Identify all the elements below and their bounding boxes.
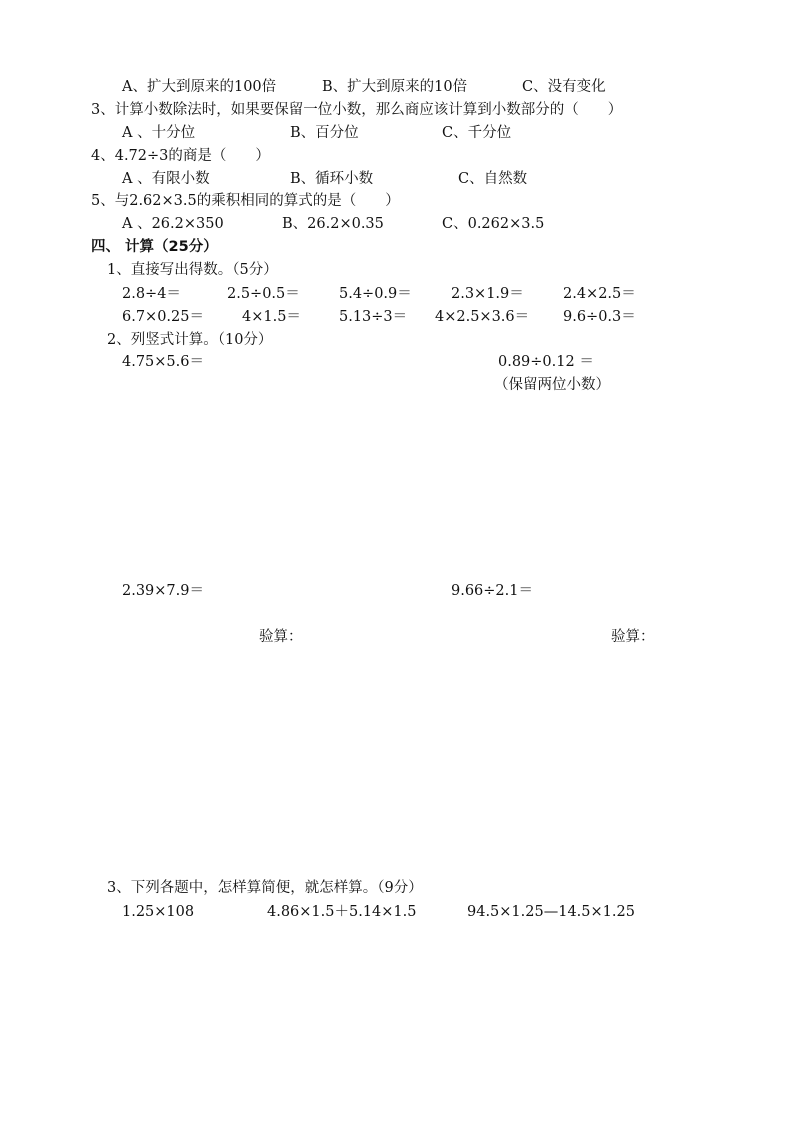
q2-option-c: C、没有变化 [522, 79, 606, 95]
oral-problem: 5.13÷3＝ [339, 309, 408, 325]
vertical-problem-2: 0.89÷0.12 ＝ [498, 354, 594, 370]
q3-option-a: A 、十分位 [122, 125, 196, 141]
oral-problem: 4×2.5×3.6＝ [435, 309, 530, 325]
part2-title: 2、列竖式计算。（10分） [107, 332, 273, 348]
q2-option-a: A、扩大到原来的100倍 [122, 79, 277, 95]
oral-problem: 2.3×1.9＝ [451, 286, 524, 302]
q3-option-b: B、百分位 [290, 125, 359, 141]
oral-problem: 6.7×0.25＝ [122, 309, 204, 325]
simplify-problem: 1.25×108 [122, 904, 195, 920]
part3-title: 3、下列各题中，怎样算简便，就怎样算。（9分） [107, 880, 423, 896]
section-4-title: 四、 计算（25分） [91, 239, 218, 255]
oral-problem: 5.4÷0.9＝ [339, 286, 412, 302]
oral-problem: 2.5÷0.5＝ [227, 286, 300, 302]
vertical-problem-3: 2.39×7.9＝ [122, 583, 204, 599]
q5-option-a: A 、26.2×350 [122, 216, 224, 232]
q5-option-b: B、26.2×0.35 [282, 216, 384, 232]
oral-problem: 2.8÷4＝ [122, 286, 181, 302]
q5-stem: 5、与2.62×3.5的乘积相同的算式的是（ ） [91, 193, 400, 209]
oral-problem: 9.6÷0.3＝ [563, 309, 636, 325]
oral-problem: 2.4×2.5＝ [563, 286, 636, 302]
vertical-problem-1: 4.75×5.6＝ [122, 354, 204, 370]
q4-option-a: A 、有限小数 [122, 171, 210, 187]
check-label-right: 验算： [611, 629, 655, 645]
part1-title: 1、直接写出得数。（5分） [107, 262, 278, 278]
check-label-left: 验算： [259, 629, 303, 645]
vertical-problem-4: 9.66÷2.1＝ [451, 583, 533, 599]
q4-option-b: B、循环小数 [290, 171, 374, 187]
q4-option-c: C、自然数 [458, 171, 528, 187]
q2-option-b: B、扩大到原来的10倍 [322, 79, 468, 95]
q3-stem: 3、计算小数除法时，如果要保留一位小数，那么商应该计算到小数部分的（ ） [91, 102, 623, 118]
rounding-note: （保留两位小数） [494, 377, 610, 393]
simplify-problem: 4.86×1.5＋5.14×1.5 [267, 904, 417, 920]
q5-option-c: C、0.262×3.5 [442, 216, 545, 232]
q4-stem: 4、4.72÷3的商是（ ） [91, 148, 270, 164]
q3-option-c: C、千分位 [442, 125, 512, 141]
oral-problem: 4×1.5＝ [242, 309, 301, 325]
simplify-problem: 94.5×1.25—14.5×1.25 [467, 904, 635, 920]
